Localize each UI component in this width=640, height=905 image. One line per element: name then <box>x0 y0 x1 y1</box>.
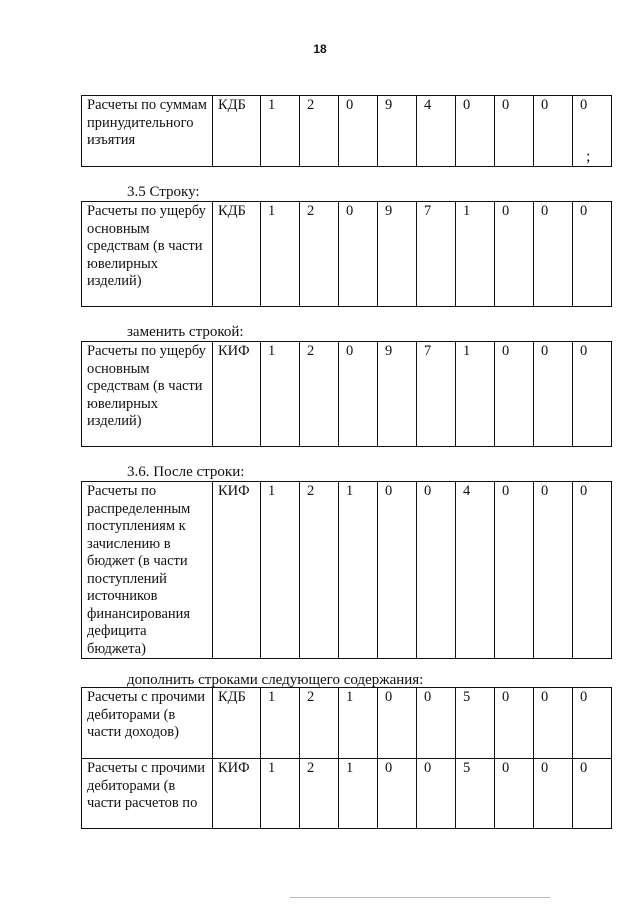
digit-cell: 0 <box>534 96 573 167</box>
digit-cell: 1 <box>261 342 300 447</box>
digit-cell: 1 <box>261 202 300 307</box>
table-row <box>82 482 612 659</box>
table-replacement-row <box>81 341 612 447</box>
digit-cell: 4 <box>417 96 456 167</box>
page-number: 18 <box>313 42 327 56</box>
digit-cell: 0 <box>534 688 573 759</box>
table-row <box>82 342 612 447</box>
digit-cell: 0 <box>417 759 456 829</box>
digit-cell: 0 <box>339 96 378 167</box>
table-first <box>81 95 612 167</box>
row-code: КИФ <box>213 482 261 659</box>
row-code: КИФ <box>213 759 261 829</box>
table-row <box>82 96 612 167</box>
digit-cell: 1 <box>456 202 495 307</box>
digit-cell: 2 <box>300 482 339 659</box>
digit-cell: 0 <box>534 202 573 307</box>
replace-label: заменить строкой: <box>127 324 244 340</box>
row-code: КДБ <box>213 688 261 759</box>
digit-cell: 0 <box>573 688 612 759</box>
digit-cell: 0 <box>573 96 612 167</box>
row-name: Расчеты по ущербу основным средствам (в части ювелирных изделий) <box>82 342 213 447</box>
digit-cell: 1 <box>339 688 378 759</box>
table-row <box>82 759 612 829</box>
digit-cell: 0 <box>573 342 612 447</box>
row-code: КИФ <box>213 342 261 447</box>
digit-cell: 9 <box>378 342 417 447</box>
digit-cell: 0 <box>378 759 417 829</box>
digit-cell: 0 <box>417 482 456 659</box>
digit-cell: 0 <box>495 688 534 759</box>
digit-cell: 0 <box>495 96 534 167</box>
digit-cell: 5 <box>456 759 495 829</box>
digit-cell: 7 <box>417 202 456 307</box>
digit-cell: 0 <box>534 482 573 659</box>
digit-cell: 0 <box>378 482 417 659</box>
section-3-5-label: 3.5 Строку: <box>127 184 200 200</box>
digit-cell: 9 <box>378 202 417 307</box>
trailing-semicolon: ; <box>586 148 591 165</box>
digit-cell: 1 <box>261 482 300 659</box>
digit-cell: 2 <box>300 759 339 829</box>
digit-cell: 5 <box>456 688 495 759</box>
table-row <box>82 688 612 759</box>
row-code: КДБ <box>213 202 261 307</box>
digit-cell: 0 <box>378 688 417 759</box>
digit-cell: 0 <box>495 759 534 829</box>
digit-cell: 0 <box>534 759 573 829</box>
digit-cell: 1 <box>456 342 495 447</box>
row-name: Расчеты с прочими дебиторами (в части доходов) <box>82 688 213 759</box>
digit-cell: 4 <box>456 482 495 659</box>
row-name: Расчеты по суммам принудительного изъятия <box>82 96 213 167</box>
section-3-6-label: 3.6. После строки: <box>127 464 245 480</box>
digit-cell: 0 <box>495 202 534 307</box>
digit-cell: 1 <box>261 96 300 167</box>
row-code: КДБ <box>213 96 261 167</box>
digit-cell: 2 <box>300 688 339 759</box>
digit-cell: 2 <box>300 202 339 307</box>
table-after-row <box>81 481 612 659</box>
digit-cell: 1 <box>339 759 378 829</box>
digit-cell: 0 <box>534 342 573 447</box>
digit-cell: 9 <box>378 96 417 167</box>
row-name: Расчеты по распределенным поступлениям к зачислению в бюджет (в части поступлений источников финансирования дефицита бюджета) <box>82 482 213 659</box>
table-new-rows <box>81 687 612 829</box>
add-rows-label: дополнить строками следующего содержания: <box>127 672 424 688</box>
digit-cell: 7 <box>417 342 456 447</box>
digit-cell: 2 <box>300 96 339 167</box>
digit-cell: 1 <box>261 688 300 759</box>
digit-cell: 0 <box>573 759 612 829</box>
digit-cell: 1 <box>261 759 300 829</box>
digit-cell: 0 <box>456 96 495 167</box>
digit-cell: 1 <box>339 482 378 659</box>
digit-cell: 0 <box>417 688 456 759</box>
row-name: Расчеты с прочими дебиторами (в части расчетов по <box>82 759 213 829</box>
digit-cell: 2 <box>300 342 339 447</box>
digit-cell: 0 <box>495 342 534 447</box>
digit-cell: 0 <box>573 202 612 307</box>
table-row <box>82 202 612 307</box>
digit-cell: 0 <box>495 482 534 659</box>
table-original-row <box>81 201 612 307</box>
digit-cell: 0 <box>339 342 378 447</box>
digit-cell: 0 <box>573 482 612 659</box>
row-name: Расчеты по ущербу основным средствам (в части ювелирных изделий) <box>82 202 213 307</box>
scan-artifact-line <box>290 897 550 898</box>
digit-cell: 0 <box>339 202 378 307</box>
